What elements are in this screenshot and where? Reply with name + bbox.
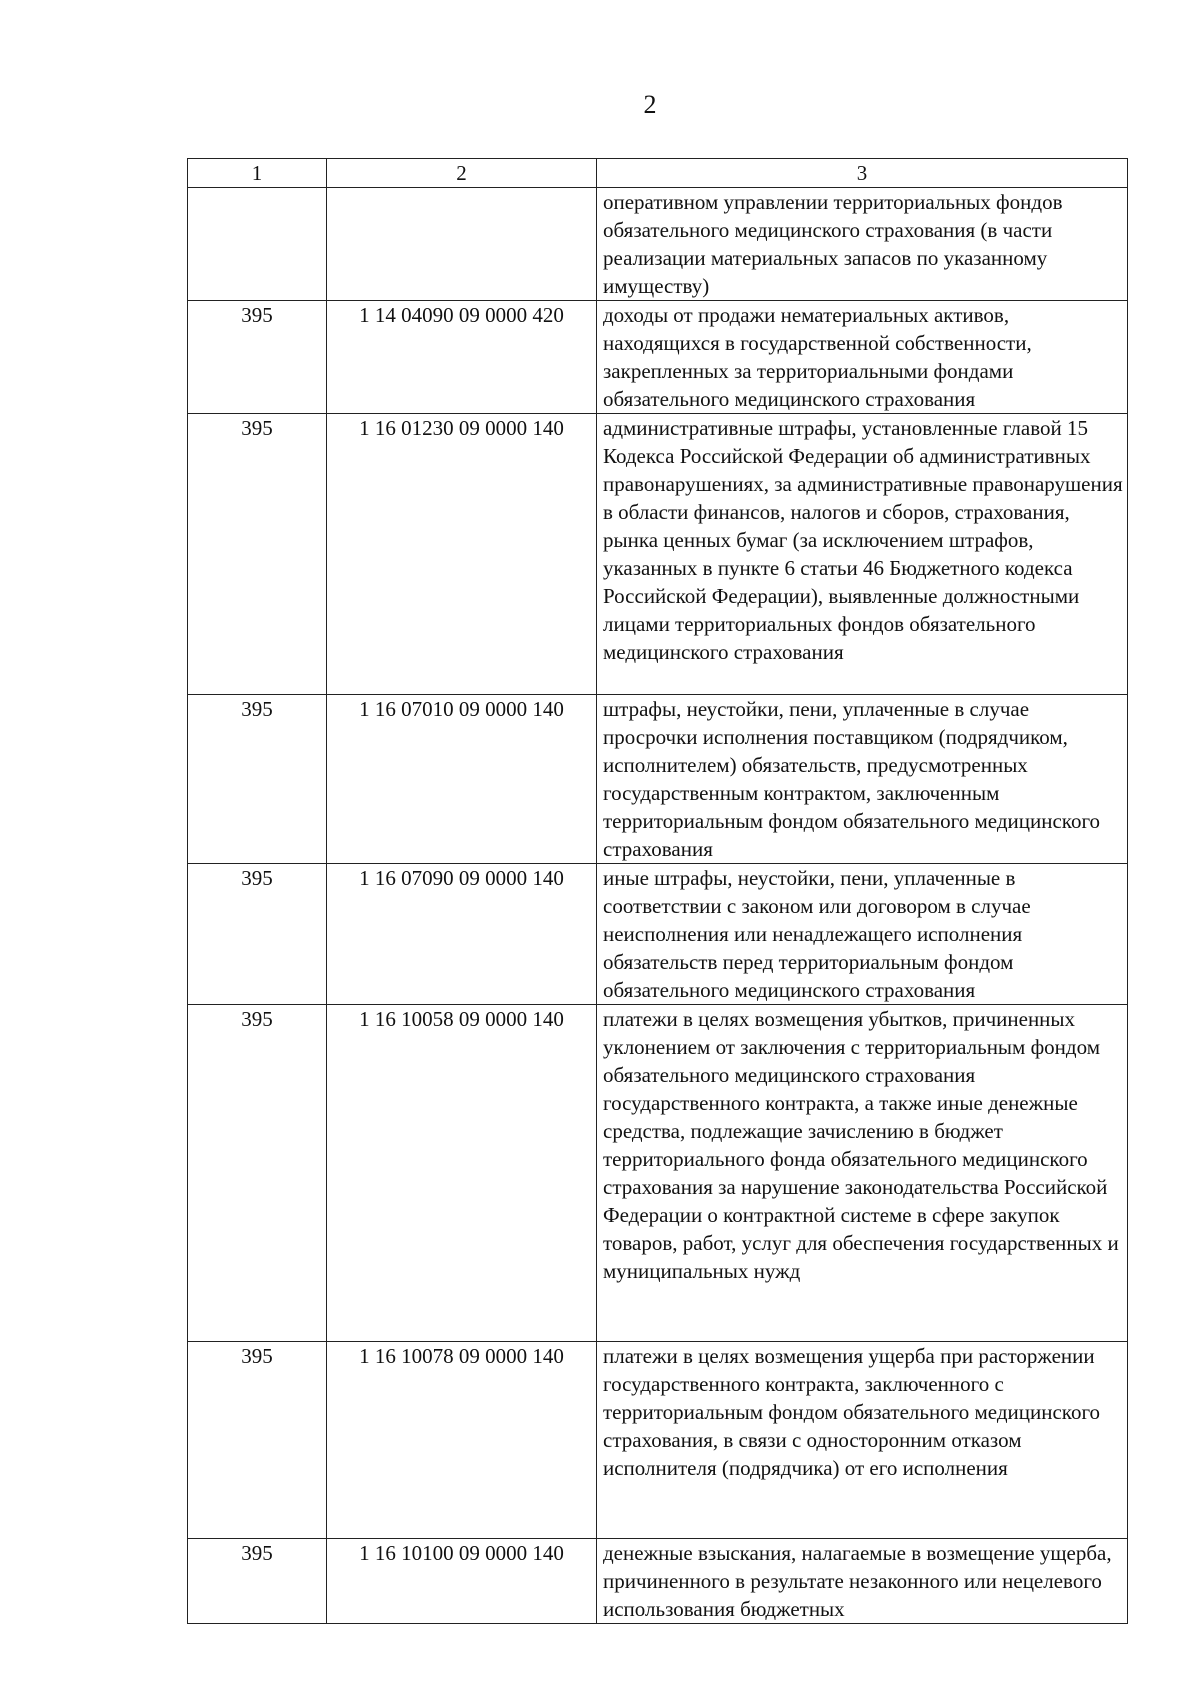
admin-code-cell: 395 bbox=[188, 301, 327, 414]
table-row bbox=[188, 414, 1128, 695]
revenue-code-cell: 1 16 10058 09 0000 140 bbox=[327, 1005, 597, 1342]
revenue-code-cell: 1 16 07010 09 0000 140 bbox=[327, 695, 597, 864]
admin-code-cell: 395 bbox=[188, 864, 327, 1005]
description-cell: штрафы, неустойки, пени, уплаченные в случае просрочки исполнения поставщиком (подрядчиком, исполнителем) обязательств, предусмотренных государственным контрактом, заключенным территориальным фондом обязательного медицинского страхования bbox=[597, 695, 1128, 864]
column-header-3: 3 bbox=[597, 159, 1128, 188]
table-row bbox=[188, 301, 1128, 414]
description-cell: оперативном управлении территориальных фондов обязательного медицинского страхования (в части реализации материальных запасов по указанному имуществу) bbox=[597, 188, 1128, 301]
admin-code-cell: 395 bbox=[188, 695, 327, 864]
revenue-code-cell: 1 16 07090 09 0000 140 bbox=[327, 864, 597, 1005]
revenue-code-cell: 1 16 10100 09 0000 140 bbox=[327, 1539, 597, 1624]
table-row bbox=[188, 695, 1128, 864]
column-header-1: 1 bbox=[188, 159, 327, 188]
table-header-row bbox=[188, 159, 1128, 188]
admin-code-cell: 395 bbox=[188, 1342, 327, 1539]
description-cell: платежи в целях возмещения убытков, причиненных уклонением от заключения с территориальным фондом обязательного медицинского страхования государственного контракта, а также иные денежные средства, подлежащие зачислению в бюджет территориального фонда обязательного медицинского страхования за нарушение законодательства Российской Федерации о контрактной системе в сфере закупок товаров, работ, услуг для обеспечения государственных и муниципальных нужд bbox=[597, 1005, 1128, 1342]
admin-code-cell: 395 bbox=[188, 414, 327, 695]
revenue-code-cell: 1 16 10078 09 0000 140 bbox=[327, 1342, 597, 1539]
admin-code-cell: 395 bbox=[188, 1539, 327, 1624]
table-row bbox=[188, 1342, 1128, 1539]
revenue-codes-table bbox=[187, 158, 1128, 1624]
revenue-code-cell: 1 14 04090 09 0000 420 bbox=[327, 301, 597, 414]
description-cell: денежные взыскания, налагаемые в возмещение ущерба, причиненного в результате незаконного или нецелевого использования бюджетных bbox=[597, 1539, 1128, 1624]
admin-code-cell bbox=[188, 188, 327, 301]
page-number: 2 bbox=[643, 90, 657, 119]
table-row bbox=[188, 864, 1128, 1005]
description-cell: платежи в целях возмещения ущерба при расторжении государственного контракта, заключенного с территориальным фондом обязательного медицинского страхования, в связи с односторонним отказом исполнителя (подрядчика) от его исполнения bbox=[597, 1342, 1128, 1539]
table-row bbox=[188, 1005, 1128, 1342]
description-cell: доходы от продажи нематериальных активов, находящихся в государственной собственности, закрепленных за территориальными фондами обязательного медицинского страхования bbox=[597, 301, 1128, 414]
revenue-code-cell: 1 16 01230 09 0000 140 bbox=[327, 414, 597, 695]
column-header-2: 2 bbox=[327, 159, 597, 188]
description-cell: иные штрафы, неустойки, пени, уплаченные в соответствии с законом или договором в случае неисполнения или ненадлежащего исполнения обязательств перед территориальным фондом обязательного медицинского страхования bbox=[597, 864, 1128, 1005]
admin-code-cell: 395 bbox=[188, 1005, 327, 1342]
table-row bbox=[188, 188, 1128, 301]
table-row bbox=[188, 1539, 1128, 1624]
revenue-code-cell bbox=[327, 188, 597, 301]
description-cell: административные штрафы, установленные главой 15 Кодекса Российской Федерации об административных правонарушениях, за административные правонарушения в области финансов, налогов и сборов, страхования, рынка ценных бумаг (за исключением штрафов, указанных в пункте 6 статьи 46 Бюджетного кодекса Российской Федерации), выявленные должностными лицами территориальных фондов обязательного медицинского страхования bbox=[597, 414, 1128, 695]
